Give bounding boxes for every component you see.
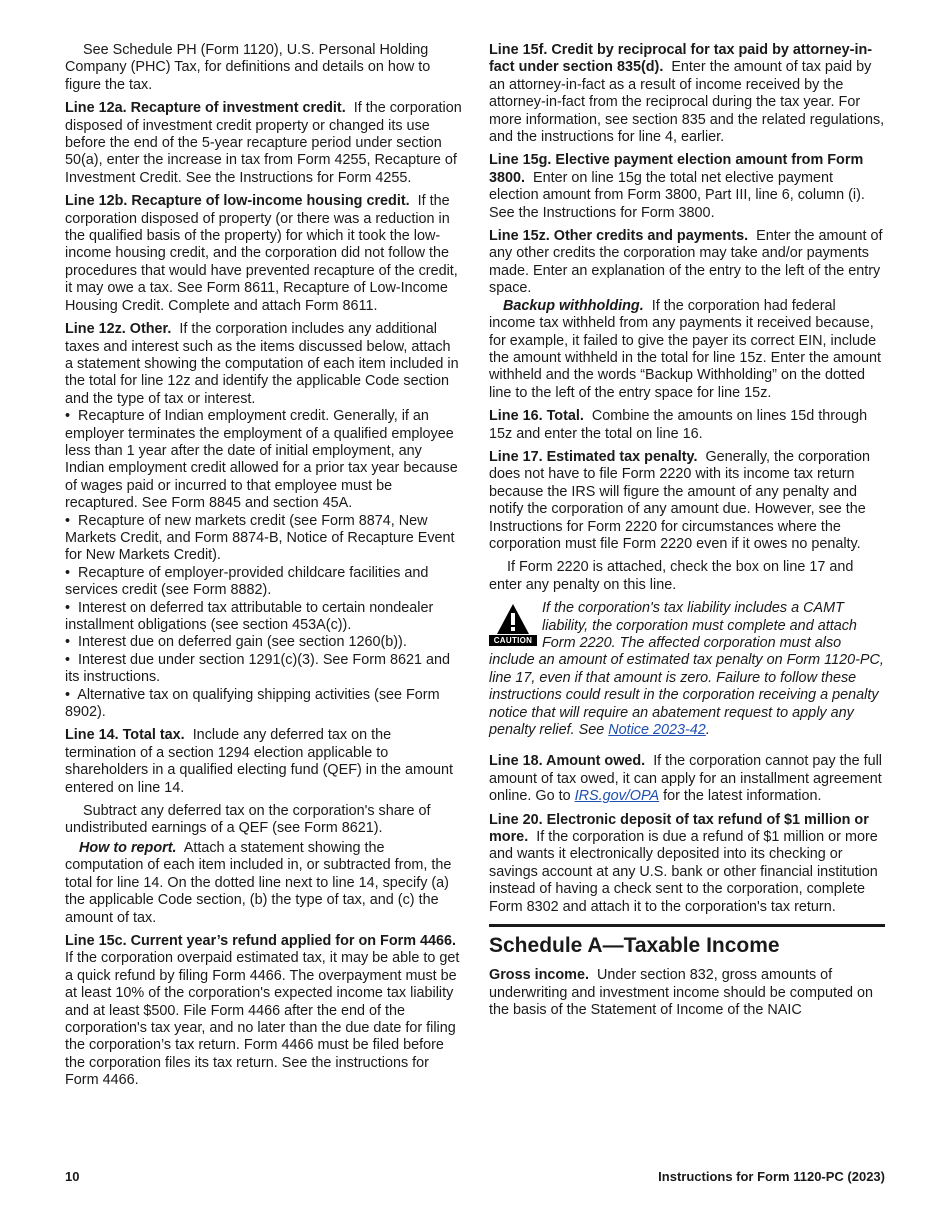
list-item: • Interest due under section 1291(c)(3). See Form 8621 and its instructions.: [65, 651, 451, 686]
list-item: • Recapture of Indian employment credit. Generally, if an employer terminates the employment of a qualified employee less than 1 year after the date of initial employment, any Indian employment credit allowed for a prior tax year because of wages paid or incurred to that employee must be recaptured. See Form 8845 and section 45A.: [65, 408, 458, 512]
irs-opa-link[interactable]: IRS.gov/OPA: [574, 788, 660, 805]
line-18-text: If the corporation cannot pay the full amount of tax owed, it can apply for an installment agreement online. Go to: [489, 753, 882, 805]
line-20-text: If the corporation is due a refund of $1 million or more and wants it electronically deposited into its checking or savings account at any U.S. bank or other financial institution instead of having a check sent to the corporation, complete Form 8302 and attach it to the corporation's tax return.: [489, 829, 878, 915]
bullet-icon: •: [65, 564, 71, 581]
line-16-paragraph: [489, 408, 885, 443]
page-number: 10: [65, 1169, 80, 1184]
how-to-report-paragraph: [65, 840, 462, 927]
warning-triangle-icon: [496, 603, 530, 635]
bullet-icon: •: [65, 408, 71, 425]
line-20-heading: Line 20. Electronic deposit of tax refund of $1 million or more.: [489, 811, 869, 846]
list-item: • Alternative tax on qualifying shipping activities (see Form 8902).: [65, 686, 440, 721]
line-12a-text: If the corporation disposed of investment credit property or changed its use before the end of the 5-year recapture period under section 50(a), enter the increase in tax from Form 4255, Recapture of Investment Credit. See the Instructions for Form 4255.: [65, 100, 462, 186]
line-12z-heading: Line 12z. Other.: [65, 321, 172, 338]
caution-icon: [489, 603, 537, 649]
line-16-text: Combine the amounts on lines 15d through 15z and enter the total on line 16.: [489, 408, 868, 442]
line-15c-text: If the corporation overpaid estimated tax, it may be able to get a quick refund by filing Form 4466. The overpayment must be at least 10% of the corporation's expected income tax liability and at least $500. File Form 4466 after the end of the corporation's tax year, and no later than the due date for filing the corporation’s tax return. Form 4466 must be filed before the corporation files its tax return. See the instructions for Form 4466.: [65, 950, 460, 1089]
line-12b-paragraph: [65, 193, 462, 315]
bullet-icon: •: [65, 599, 71, 616]
line-18-heading: Line 18. Amount owed.: [489, 753, 646, 770]
line-12a-paragraph: [65, 100, 462, 187]
backup-withholding-heading: Backup withholding.: [503, 297, 644, 314]
list-item: • Recapture of employer-provided childcare facilities and services credit (see Form 8882).: [65, 564, 429, 599]
list-item: • Interest due on deferred gain (see section 1260(b)).: [65, 634, 407, 651]
line-14-text: Include any deferred tax on the termination of a section 1294 election applicable to shareholders in a qualified electing fund (QEF) in the amount entered on line 14.: [65, 727, 453, 796]
line-20-paragraph: [489, 812, 885, 916]
line-15f-heading: Line 15f. Credit by reciprocal for tax paid by attorney-in-fact under section 835(d).: [489, 42, 873, 76]
backup-withholding-paragraph: [489, 298, 885, 402]
line-16-heading: Line 16. Total.: [489, 408, 584, 425]
bullet-icon: •: [65, 634, 71, 651]
line-15z-paragraph: [489, 228, 885, 298]
bullet-icon: •: [65, 512, 71, 529]
line-15g-heading: Line 15g. Elective payment election amount from Form 3800.: [489, 152, 864, 186]
backup-withholding-text: If the corporation had federal income tax withheld from any payments it received because, for example, it failed to give the payer its correct EIN, include the amount withheld in the total for line 15z. Enter the amount withheld and the words “Backup Withholding” on the dotted line to the left of the entry space for line 15z.: [489, 297, 881, 401]
how-to-report-text: Attach a statement showing the computation of each item included in, or subtracted from, the total for line 14. On the dotted line next to line 14, specify (a) the applicable Code section, (b) the type of tax, and (c) the amount of tax.: [65, 839, 452, 926]
caution-text: If the corporation's tax liability includes a CAMT liability, the corporation must complete and attach Form 2220. The affected corporation must also include an amount of estimated tax penalty on Form 1120-PC, line 17, even if that amount is zero. Failure to follow these instructions could result in the corporation receiving a penalty notice that will require an abatement request to apply any penalty relief. See: [489, 600, 884, 739]
line-14-heading: Line 14. Total tax.: [65, 727, 185, 744]
line-15c-heading: Line 15c. Current year’s refund applied for on Form 4466.: [65, 932, 457, 949]
gross-income-heading: Gross income.: [489, 967, 589, 984]
gross-income-paragraph: [489, 967, 885, 1019]
section-divider: [489, 924, 885, 927]
caution-note: CAUTION If the corporation's tax liability includes a CAMT liability, the corporation must complete and attach Form 2220. The affected corporation must also include an amount of estimated tax penalty on Form 1120-PC, line 17, even if that amount is zero. Failure to follow these instructions could result in the corporation receiving a penalty notice that will require an abatement request to apply any penalty relief. See Notice 2023-42.: [489, 600, 884, 739]
line-12a-heading: Line 12a. Recapture of investment credit.: [65, 100, 346, 117]
bullet-icon: •: [65, 651, 71, 668]
line-18-paragraph: Line 18. Amount owed. If the corporation cannot pay the full amount of tax owed, it can apply for an installment agreement online. Go to IRS.gov/OPA for the latest information.: [489, 753, 882, 805]
bullet-icon: •: [65, 686, 71, 703]
gross-income-text: Under section 832, gross amounts of underwriting and investment income should be computed on the basis of the Statement of Income of the NAIC: [489, 967, 873, 1018]
line-17-heading: Line 17. Estimated tax penalty.: [489, 448, 698, 465]
line-14-sub-paragraph: Subtract any deferred tax on the corporation's share of undistributed earnings of a QEF (see Form 8621).: [65, 803, 431, 837]
line-14-paragraph: [65, 727, 462, 797]
line-17-paragraph: [489, 449, 885, 553]
schedule-a-title: Schedule A—Taxable Income: [489, 934, 780, 958]
line-15z-text: Enter the amount of any other credits the corporation may take and/or payments made. Enter an explanation of the entry to the left of the entry space.: [489, 228, 883, 297]
list-item: • Interest on deferred tax attributable to certain nondealer installment obligations (see section 453A(c)).: [65, 599, 434, 633]
line-17-text: Generally, the corporation does not have to file Form 2220 with its income tax return because the IRS will figure the amount of any penalty and notify the corporation of any amount due. However, see the Instructions for Form 2220 for circumstances where the corporation must file Form 2220 even if it owes no penalty.: [489, 448, 870, 552]
how-to-report-heading: How to report.: [79, 839, 177, 856]
line-12b-text: If the corporation disposed of property (or there was a reduction in the qualified basis of the property) for which it took the low-income housing credit, and the corporation did not follow the procedures that would have prevented recapture of the credit, it may owe a tax. See Form 8611, Recapture of Low-Income Housing Credit. Complete and attach Form 8611.: [65, 193, 458, 314]
line-15f-text: Enter the amount of tax paid by an attorney-in-fact as a result of income received by the attorney-in-fact from the reciprocal during the tax year. For more information, see section 835 and the related regulations, and the instructions for line 4, earlier.: [489, 59, 885, 146]
line-15z-heading: Line 15z. Other credits and payments.: [489, 228, 749, 245]
line-15f-paragraph: [489, 42, 885, 146]
line-15g-paragraph: [489, 152, 885, 222]
line-12z-paragraph: [65, 321, 462, 408]
caution-label: CAUTION: [489, 635, 537, 646]
line-12b-heading: Line 12b. Recapture of low-income housing credit.: [65, 193, 410, 210]
line-15g-text: Enter on line 15g the total net elective payment election amount from Form 3800, Part III, line 6, column (i). See the Instructions for Form 3800.: [489, 169, 865, 221]
intro-paragraph: See Schedule PH (Form 1120), U.S. Personal Holding Company (PHC) Tax, for definitions and details on how to figure the tax.: [65, 42, 431, 93]
right-column: [489, 42, 885, 1025]
left-column: [65, 42, 462, 1096]
notice-2023-42-link[interactable]: Notice 2023-42: [608, 722, 706, 739]
list-item: • Recapture of new markets credit (see Form 8874, New Markets Credit, and Form 8874-B, Notice of Recapture Event for New Markets Credit).: [65, 512, 455, 564]
line-17-sub-paragraph: If Form 2220 is attached, check the box on line 17 and enter any penalty on this line.: [489, 559, 854, 593]
footer-title: Instructions for Form 1120-PC (2023): [658, 1169, 885, 1184]
line-15c-paragraph: [65, 933, 462, 1090]
line-12z-text: If the corporation includes any additional taxes and interest such as the items discussed below, attach a statement showing the computation of each item included in the total for line 12z and identify the applicable Code section and the type of tax or interest.: [65, 321, 459, 407]
